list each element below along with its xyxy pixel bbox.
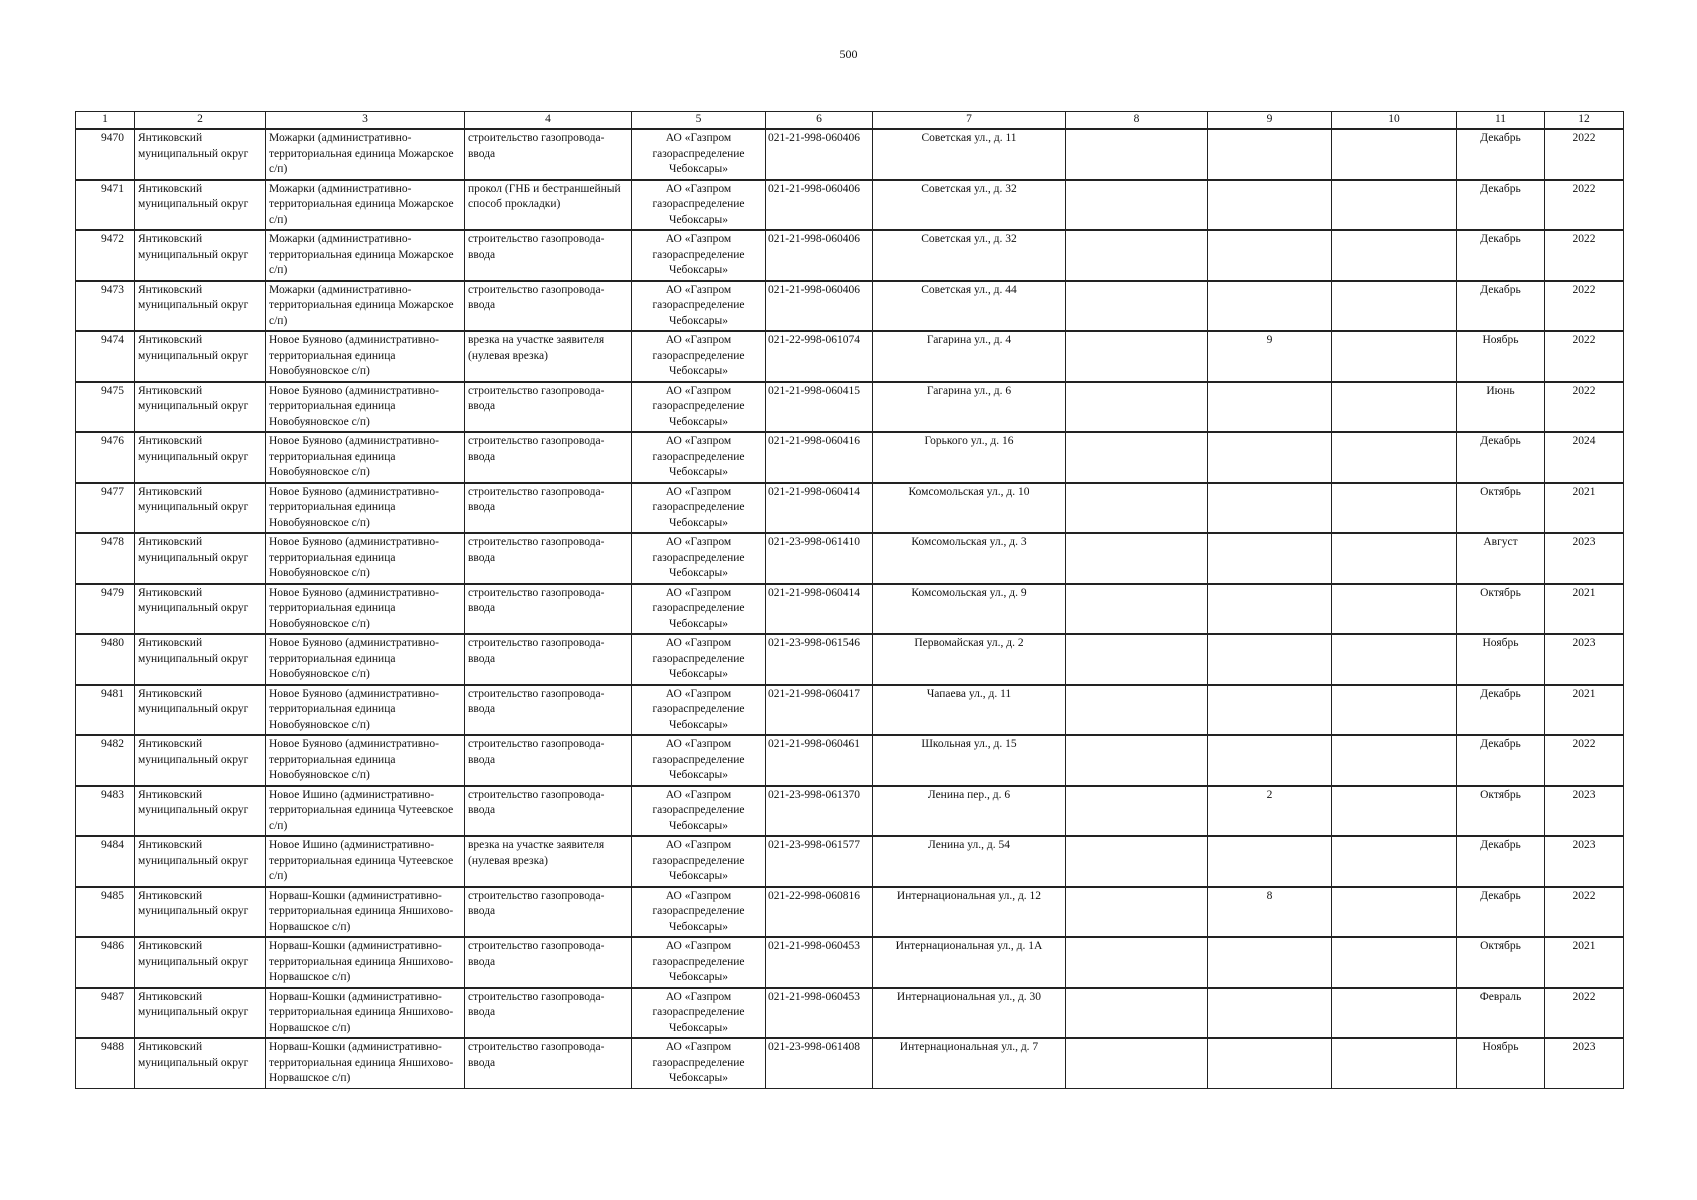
table-row bbox=[76, 786, 1624, 837]
cell-organization: АО «Газпром газораспределение Чебоксары» bbox=[632, 937, 766, 988]
cell-code: 021-23-998-061410 bbox=[766, 533, 873, 584]
cell-col-9 bbox=[1208, 483, 1332, 534]
page-number: 500 bbox=[839, 47, 858, 61]
cell-district: Янтиковский муниципальный округ bbox=[135, 836, 266, 887]
cell-district: Янтиковский муниципальный округ bbox=[135, 129, 266, 180]
cell-row-number: 9481 bbox=[76, 685, 135, 736]
cell-month: Ноябрь bbox=[1457, 1038, 1545, 1088]
cell-row-number: 9483 bbox=[76, 786, 135, 837]
cell-settlement: Новое Буяново (административно-территориальная единица Новобуяновское с/п) bbox=[266, 382, 465, 433]
cell-organization: АО «Газпром газораспределение Чебоксары» bbox=[632, 180, 766, 231]
cell-year: 2021 bbox=[1545, 584, 1624, 635]
table-row bbox=[76, 685, 1624, 736]
cell-row-number: 9478 bbox=[76, 533, 135, 584]
column-header-9: 9 bbox=[1208, 112, 1332, 130]
column-header-6: 6 bbox=[766, 112, 873, 130]
table-row bbox=[76, 1038, 1624, 1088]
cell-row-number: 9480 bbox=[76, 634, 135, 685]
cell-settlement: Можарки (административно-территориальная единица Можарское с/п) bbox=[266, 129, 465, 180]
cell-district: Янтиковский муниципальный округ bbox=[135, 483, 266, 534]
cell-row-number: 9482 bbox=[76, 735, 135, 786]
cell-settlement: Новое Буяново (административно-территориальная единица Новобуяновское с/п) bbox=[266, 634, 465, 685]
cell-organization: АО «Газпром газораспределение Чебоксары» bbox=[632, 836, 766, 887]
cell-organization: АО «Газпром газораспределение Чебоксары» bbox=[632, 786, 766, 837]
cell-address: Комсомольская ул., д. 9 bbox=[873, 584, 1066, 635]
cell-year: 2022 bbox=[1545, 382, 1624, 433]
cell-col-10 bbox=[1332, 937, 1457, 988]
cell-col-10 bbox=[1332, 988, 1457, 1039]
cell-code: 021-21-998-060406 bbox=[766, 180, 873, 231]
cell-code: 021-21-998-060406 bbox=[766, 230, 873, 281]
cell-work-type: строительство газопровода-ввода bbox=[465, 685, 632, 736]
cell-address: Гагарина ул., д. 6 bbox=[873, 382, 1066, 433]
cell-year: 2022 bbox=[1545, 129, 1624, 180]
cell-work-type: строительство газопровода-ввода bbox=[465, 230, 632, 281]
cell-col-8 bbox=[1066, 786, 1208, 837]
cell-district: Янтиковский муниципальный округ bbox=[135, 230, 266, 281]
cell-col-10 bbox=[1332, 1038, 1457, 1088]
cell-settlement: Новое Ишино (административно-территориальная единица Чутеевское с/п) bbox=[266, 836, 465, 887]
cell-address: Интернациональная ул., д. 30 bbox=[873, 988, 1066, 1039]
cell-address: Школьная ул., д. 15 bbox=[873, 735, 1066, 786]
cell-col-10 bbox=[1332, 533, 1457, 584]
cell-year: 2023 bbox=[1545, 836, 1624, 887]
cell-month: Декабрь bbox=[1457, 281, 1545, 332]
column-header-1: 1 bbox=[76, 112, 135, 130]
column-header-2: 2 bbox=[135, 112, 266, 130]
cell-district: Янтиковский муниципальный округ bbox=[135, 432, 266, 483]
cell-col-10 bbox=[1332, 230, 1457, 281]
cell-month: Декабрь bbox=[1457, 887, 1545, 938]
cell-organization: АО «Газпром газораспределение Чебоксары» bbox=[632, 988, 766, 1039]
cell-col-9 bbox=[1208, 230, 1332, 281]
cell-settlement: Новое Буяново (административно-территориальная единица Новобуяновское с/п) bbox=[266, 533, 465, 584]
column-header-8: 8 bbox=[1066, 112, 1208, 130]
cell-address: Советская ул., д. 32 bbox=[873, 230, 1066, 281]
cell-address: Интернациональная ул., д. 12 bbox=[873, 887, 1066, 938]
cell-code: 021-23-998-061577 bbox=[766, 836, 873, 887]
cell-month: Декабрь bbox=[1457, 735, 1545, 786]
cell-row-number: 9484 bbox=[76, 836, 135, 887]
cell-col-10 bbox=[1332, 180, 1457, 231]
cell-col-8 bbox=[1066, 1038, 1208, 1088]
table-row bbox=[76, 887, 1624, 938]
cell-address: Гагарина ул., д. 4 bbox=[873, 331, 1066, 382]
cell-work-type: строительство газопровода-ввода bbox=[465, 382, 632, 433]
cell-col-10 bbox=[1332, 634, 1457, 685]
column-header-11: 11 bbox=[1457, 112, 1545, 130]
cell-month: Декабрь bbox=[1457, 685, 1545, 736]
cell-year: 2022 bbox=[1545, 735, 1624, 786]
cell-address: Первомайская ул., д. 2 bbox=[873, 634, 1066, 685]
cell-code: 021-21-998-060414 bbox=[766, 584, 873, 635]
column-header-4: 4 bbox=[465, 112, 632, 130]
table-row bbox=[76, 988, 1624, 1039]
cell-col-8 bbox=[1066, 836, 1208, 887]
cell-district: Янтиковский муниципальный округ bbox=[135, 281, 266, 332]
table-body bbox=[76, 129, 1624, 1088]
cell-year: 2021 bbox=[1545, 685, 1624, 736]
cell-organization: АО «Газпром газораспределение Чебоксары» bbox=[632, 735, 766, 786]
cell-work-type: строительство газопровода-ввода bbox=[465, 584, 632, 635]
cell-year: 2021 bbox=[1545, 937, 1624, 988]
cell-row-number: 9471 bbox=[76, 180, 135, 231]
cell-col-10 bbox=[1332, 382, 1457, 433]
cell-month: Декабрь bbox=[1457, 836, 1545, 887]
table-row bbox=[76, 230, 1624, 281]
cell-col-9: 9 bbox=[1208, 331, 1332, 382]
cell-year: 2023 bbox=[1545, 786, 1624, 837]
cell-row-number: 9472 bbox=[76, 230, 135, 281]
cell-row-number: 9487 bbox=[76, 988, 135, 1039]
cell-district: Янтиковский муниципальный округ bbox=[135, 180, 266, 231]
cell-settlement: Новое Буяново (административно-территориальная единица Новобуяновское с/п) bbox=[266, 432, 465, 483]
cell-organization: АО «Газпром газораспределение Чебоксары» bbox=[632, 634, 766, 685]
cell-col-8 bbox=[1066, 432, 1208, 483]
cell-settlement: Новое Буяново (административно-территориальная единица Новобуяновское с/п) bbox=[266, 685, 465, 736]
cell-col-8 bbox=[1066, 887, 1208, 938]
cell-month: Октябрь bbox=[1457, 483, 1545, 534]
table-row bbox=[76, 331, 1624, 382]
cell-work-type: врезка на участке заявителя (нулевая врезка) bbox=[465, 836, 632, 887]
cell-district: Янтиковский муниципальный округ bbox=[135, 988, 266, 1039]
cell-col-10 bbox=[1332, 836, 1457, 887]
cell-work-type: строительство газопровода-ввода bbox=[465, 483, 632, 534]
cell-organization: АО «Газпром газораспределение Чебоксары» bbox=[632, 129, 766, 180]
cell-work-type: строительство газопровода-ввода bbox=[465, 533, 632, 584]
cell-month: Июнь bbox=[1457, 382, 1545, 433]
cell-code: 021-22-998-061074 bbox=[766, 331, 873, 382]
cell-district: Янтиковский муниципальный округ bbox=[135, 1038, 266, 1088]
cell-col-9 bbox=[1208, 432, 1332, 483]
cell-year: 2022 bbox=[1545, 230, 1624, 281]
cell-col-10 bbox=[1332, 887, 1457, 938]
cell-col-8 bbox=[1066, 331, 1208, 382]
cell-work-type: врезка на участке заявителя (нулевая врезка) bbox=[465, 331, 632, 382]
cell-row-number: 9476 bbox=[76, 432, 135, 483]
cell-col-9 bbox=[1208, 533, 1332, 584]
cell-col-8 bbox=[1066, 230, 1208, 281]
cell-settlement: Можарки (административно-территориальная единица Можарское с/п) bbox=[266, 281, 465, 332]
cell-organization: АО «Газпром газораспределение Чебоксары» bbox=[632, 432, 766, 483]
cell-month: Февраль bbox=[1457, 988, 1545, 1039]
cell-month: Октябрь bbox=[1457, 584, 1545, 635]
cell-col-9 bbox=[1208, 281, 1332, 332]
cell-row-number: 9486 bbox=[76, 937, 135, 988]
cell-address: Интернациональная ул., д. 1А bbox=[873, 937, 1066, 988]
cell-code: 021-21-998-060415 bbox=[766, 382, 873, 433]
cell-address: Комсомольская ул., д. 3 bbox=[873, 533, 1066, 584]
cell-col-10 bbox=[1332, 281, 1457, 332]
cell-work-type: строительство газопровода-ввода bbox=[465, 887, 632, 938]
cell-month: Август bbox=[1457, 533, 1545, 584]
cell-address: Горького ул., д. 16 bbox=[873, 432, 1066, 483]
cell-district: Янтиковский муниципальный округ bbox=[135, 937, 266, 988]
cell-year: 2022 bbox=[1545, 988, 1624, 1039]
cell-col-8 bbox=[1066, 533, 1208, 584]
cell-year: 2024 bbox=[1545, 432, 1624, 483]
cell-month: Декабрь bbox=[1457, 129, 1545, 180]
cell-month: Ноябрь bbox=[1457, 331, 1545, 382]
cell-settlement: Норваш-Кошки (административно-территориальная единица Яншихово-Норвашское с/п) bbox=[266, 887, 465, 938]
cell-row-number: 9485 bbox=[76, 887, 135, 938]
cell-col-9 bbox=[1208, 685, 1332, 736]
cell-month: Октябрь bbox=[1457, 786, 1545, 837]
cell-organization: АО «Газпром газораспределение Чебоксары» bbox=[632, 1038, 766, 1088]
cell-year: 2022 bbox=[1545, 180, 1624, 231]
cell-row-number: 9479 bbox=[76, 584, 135, 635]
column-header-5: 5 bbox=[632, 112, 766, 130]
cell-work-type: строительство газопровода-ввода bbox=[465, 988, 632, 1039]
cell-settlement: Новое Буяново (административно-территориальная единица Новобуяновское с/п) bbox=[266, 584, 465, 635]
cell-col-8 bbox=[1066, 180, 1208, 231]
header-row bbox=[76, 112, 1624, 130]
cell-month: Октябрь bbox=[1457, 937, 1545, 988]
cell-work-type: строительство газопровода-ввода bbox=[465, 1038, 632, 1088]
table-row bbox=[76, 180, 1624, 231]
cell-address: Ленина пер., д. 6 bbox=[873, 786, 1066, 837]
cell-month: Ноябрь bbox=[1457, 634, 1545, 685]
cell-code: 021-21-998-060406 bbox=[766, 281, 873, 332]
cell-year: 2023 bbox=[1545, 1038, 1624, 1088]
cell-year: 2023 bbox=[1545, 533, 1624, 584]
cell-organization: АО «Газпром газораспределение Чебоксары» bbox=[632, 230, 766, 281]
cell-work-type: прокол (ГНБ и бестраншейный способ прокладки) bbox=[465, 180, 632, 231]
table-row bbox=[76, 533, 1624, 584]
cell-year: 2022 bbox=[1545, 281, 1624, 332]
table-row bbox=[76, 584, 1624, 635]
cell-code: 021-21-998-060417 bbox=[766, 685, 873, 736]
table-row bbox=[76, 129, 1624, 180]
cell-col-9: 2 bbox=[1208, 786, 1332, 837]
cell-col-9 bbox=[1208, 1038, 1332, 1088]
cell-col-8 bbox=[1066, 382, 1208, 433]
cell-col-10 bbox=[1332, 685, 1457, 736]
table-header bbox=[76, 112, 1624, 130]
cell-settlement: Можарки (административно-территориальная единица Можарское с/п) bbox=[266, 180, 465, 231]
cell-district: Янтиковский муниципальный округ bbox=[135, 887, 266, 938]
cell-address: Интернациональная ул., д. 7 bbox=[873, 1038, 1066, 1088]
column-header-10: 10 bbox=[1332, 112, 1457, 130]
cell-col-10 bbox=[1332, 483, 1457, 534]
cell-row-number: 9474 bbox=[76, 331, 135, 382]
table-row bbox=[76, 483, 1624, 534]
cell-col-8 bbox=[1066, 281, 1208, 332]
cell-district: Янтиковский муниципальный округ bbox=[135, 634, 266, 685]
data-table bbox=[75, 111, 1624, 1089]
cell-work-type: строительство газопровода-ввода bbox=[465, 786, 632, 837]
cell-work-type: строительство газопровода-ввода bbox=[465, 129, 632, 180]
table-row bbox=[76, 634, 1624, 685]
cell-code: 021-23-998-061546 bbox=[766, 634, 873, 685]
table-row bbox=[76, 836, 1624, 887]
cell-settlement: Норваш-Кошки (административно-территориальная единица Яншихово-Норвашское с/п) bbox=[266, 1038, 465, 1088]
column-header-3: 3 bbox=[266, 112, 465, 130]
cell-col-9 bbox=[1208, 937, 1332, 988]
cell-address: Ленина ул., д. 54 bbox=[873, 836, 1066, 887]
cell-organization: АО «Газпром газораспределение Чебоксары» bbox=[632, 382, 766, 433]
cell-organization: АО «Газпром газораспределение Чебоксары» bbox=[632, 685, 766, 736]
cell-col-9 bbox=[1208, 988, 1332, 1039]
cell-organization: АО «Газпром газораспределение Чебоксары» bbox=[632, 331, 766, 382]
cell-col-10 bbox=[1332, 786, 1457, 837]
table-row bbox=[76, 937, 1624, 988]
cell-col-8 bbox=[1066, 584, 1208, 635]
cell-district: Янтиковский муниципальный округ bbox=[135, 786, 266, 837]
cell-code: 021-21-998-060406 bbox=[766, 129, 873, 180]
cell-code: 021-21-998-060461 bbox=[766, 735, 873, 786]
column-header-7: 7 bbox=[873, 112, 1066, 130]
cell-col-8 bbox=[1066, 735, 1208, 786]
cell-year: 2022 bbox=[1545, 887, 1624, 938]
column-header-12: 12 bbox=[1545, 112, 1624, 130]
cell-settlement: Новое Ишино (административно-территориальная единица Чутеевское с/п) bbox=[266, 786, 465, 837]
cell-month: Декабрь bbox=[1457, 180, 1545, 231]
cell-col-10 bbox=[1332, 735, 1457, 786]
cell-row-number: 9475 bbox=[76, 382, 135, 433]
cell-organization: АО «Газпром газораспределение Чебоксары» bbox=[632, 533, 766, 584]
cell-col-9 bbox=[1208, 735, 1332, 786]
cell-settlement: Новое Буяново (административно-территориальная единица Новобуяновское с/п) bbox=[266, 735, 465, 786]
cell-work-type: строительство газопровода-ввода bbox=[465, 634, 632, 685]
cell-col-9 bbox=[1208, 382, 1332, 433]
cell-address: Комсомольская ул., д. 10 bbox=[873, 483, 1066, 534]
table-row bbox=[76, 432, 1624, 483]
cell-col-9 bbox=[1208, 584, 1332, 635]
cell-organization: АО «Газпром газораспределение Чебоксары» bbox=[632, 584, 766, 635]
cell-settlement: Можарки (административно-территориальная единица Можарское с/п) bbox=[266, 230, 465, 281]
cell-code: 021-23-998-061408 bbox=[766, 1038, 873, 1088]
cell-organization: АО «Газпром газораспределение Чебоксары» bbox=[632, 281, 766, 332]
cell-year: 2022 bbox=[1545, 331, 1624, 382]
cell-month: Декабрь bbox=[1457, 230, 1545, 281]
cell-row-number: 9488 bbox=[76, 1038, 135, 1088]
cell-row-number: 9473 bbox=[76, 281, 135, 332]
cell-col-10 bbox=[1332, 331, 1457, 382]
cell-address: Чапаева ул., д. 11 bbox=[873, 685, 1066, 736]
cell-code: 021-21-998-060414 bbox=[766, 483, 873, 534]
cell-col-10 bbox=[1332, 584, 1457, 635]
cell-organization: АО «Газпром газораспределение Чебоксары» bbox=[632, 483, 766, 534]
cell-settlement: Норваш-Кошки (административно-территориальная единица Яншихово-Норвашское с/п) bbox=[266, 988, 465, 1039]
cell-col-10 bbox=[1332, 432, 1457, 483]
cell-year: 2023 bbox=[1545, 634, 1624, 685]
cell-col-10 bbox=[1332, 129, 1457, 180]
cell-col-9 bbox=[1208, 180, 1332, 231]
cell-work-type: строительство газопровода-ввода bbox=[465, 937, 632, 988]
cell-code: 021-21-998-060453 bbox=[766, 937, 873, 988]
cell-address: Советская ул., д. 32 bbox=[873, 180, 1066, 231]
cell-settlement: Новое Буяново (административно-территориальная единица Новобуяновское с/п) bbox=[266, 483, 465, 534]
cell-col-9 bbox=[1208, 836, 1332, 887]
cell-organization: АО «Газпром газораспределение Чебоксары» bbox=[632, 887, 766, 938]
cell-col-8 bbox=[1066, 988, 1208, 1039]
cell-district: Янтиковский муниципальный округ bbox=[135, 735, 266, 786]
cell-row-number: 9477 bbox=[76, 483, 135, 534]
cell-settlement: Новое Буяново (административно-территориальная единица Новобуяновское с/п) bbox=[266, 331, 465, 382]
cell-code: 021-21-998-060416 bbox=[766, 432, 873, 483]
cell-district: Янтиковский муниципальный округ bbox=[135, 584, 266, 635]
cell-col-9 bbox=[1208, 129, 1332, 180]
cell-col-8 bbox=[1066, 129, 1208, 180]
cell-code: 021-21-998-060453 bbox=[766, 988, 873, 1039]
cell-address: Советская ул., д. 44 bbox=[873, 281, 1066, 332]
cell-district: Янтиковский муниципальный округ bbox=[135, 331, 266, 382]
cell-code: 021-22-998-060816 bbox=[766, 887, 873, 938]
cell-work-type: строительство газопровода-ввода bbox=[465, 735, 632, 786]
cell-work-type: строительство газопровода-ввода bbox=[465, 281, 632, 332]
cell-settlement: Норваш-Кошки (административно-территориальная единица Яншихово-Норвашское с/п) bbox=[266, 937, 465, 988]
cell-row-number: 9470 bbox=[76, 129, 135, 180]
cell-col-8 bbox=[1066, 634, 1208, 685]
table-row bbox=[76, 735, 1624, 786]
table-row bbox=[76, 281, 1624, 332]
cell-month: Декабрь bbox=[1457, 432, 1545, 483]
cell-year: 2021 bbox=[1545, 483, 1624, 534]
cell-col-8 bbox=[1066, 483, 1208, 534]
cell-district: Янтиковский муниципальный округ bbox=[135, 533, 266, 584]
cell-work-type: строительство газопровода-ввода bbox=[465, 432, 632, 483]
cell-col-9 bbox=[1208, 634, 1332, 685]
cell-district: Янтиковский муниципальный округ bbox=[135, 382, 266, 433]
cell-col-8 bbox=[1066, 685, 1208, 736]
cell-district: Янтиковский муниципальный округ bbox=[135, 685, 266, 736]
table-row bbox=[76, 382, 1624, 433]
cell-col-8 bbox=[1066, 937, 1208, 988]
cell-code: 021-23-998-061370 bbox=[766, 786, 873, 837]
cell-address: Советская ул., д. 11 bbox=[873, 129, 1066, 180]
cell-col-9: 8 bbox=[1208, 887, 1332, 938]
